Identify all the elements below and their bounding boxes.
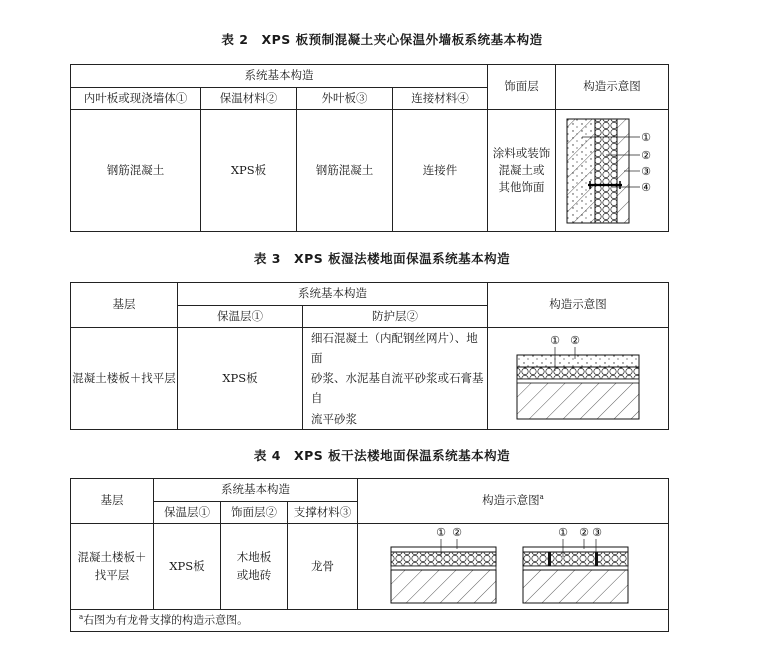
marker-2: ② [579, 526, 589, 539]
table2-cell-outer: 钢筋混凝土 [297, 110, 393, 232]
table2-cell-diagram [556, 110, 669, 232]
finish-line-3: 其他饰面 [498, 180, 545, 195]
wet-floor-diagram [513, 333, 643, 423]
joist-2 [595, 552, 598, 566]
table4-col-finish: 饰面层② [221, 502, 288, 524]
marker-1: ① [436, 526, 446, 539]
table4-footnote [71, 610, 669, 632]
insulation-layer [523, 552, 628, 566]
table3-col-diagram: 构造示意图 [488, 283, 669, 328]
table2-group-header: 系统基本构造 [71, 65, 488, 88]
slab-layer [523, 570, 628, 603]
finish-line-1: 木地板 [236, 550, 272, 565]
table3-col-protect: 防护层② [303, 306, 488, 328]
table2-cell-conn: 连接件 [393, 110, 488, 232]
insulation-layer [517, 367, 639, 379]
table2-caption: 表 2 XPS 板预制混凝土夹心保温外墙板系统基本构造 [221, 32, 543, 47]
finish-layer [523, 547, 628, 552]
table4-col-insul: 保温层① [154, 502, 221, 524]
marker-4: ④ [641, 180, 651, 194]
table2-cell-inner: 钢筋混凝土 [71, 110, 201, 232]
table2-col-insul: 保温材料② [201, 88, 297, 110]
footnote-text: 右图为有龙骨支撑的构造示意图。 [83, 613, 249, 627]
marker-2: ② [641, 148, 651, 162]
finish-line-1: 涂料或装饰 [492, 145, 551, 160]
marker-2: ② [570, 334, 580, 348]
table4-col-diagram [358, 479, 669, 524]
finish-line-2: 混凝土或 [498, 162, 545, 177]
table4-col-base: 基层 [71, 479, 154, 524]
table4-cell-diagram [358, 524, 669, 610]
protect-layer [517, 355, 639, 367]
base-line-2: 找平层 [94, 567, 130, 582]
marker-1: ① [550, 334, 560, 348]
table2-col-conn: 连接材料④ [393, 88, 488, 110]
table4-cell-support: 龙骨 [288, 524, 358, 610]
base-line-1: 混凝土楼板＋ [77, 550, 147, 565]
table4-cell-insul: XPS板 [154, 524, 221, 610]
table2-col-finish: 饰面层 [488, 65, 556, 110]
table3-col-insul: 保温层① [178, 306, 303, 328]
dry-floor-diagrams [363, 527, 663, 607]
table4-col-diagram-label: 构造示意图 [482, 493, 540, 508]
table2-col-outer: 外叶板③ [297, 88, 393, 110]
table3-cell-insul: XPS板 [178, 328, 303, 430]
table3-cell-diagram [488, 328, 669, 430]
protect-line-3: 流平砂浆 [311, 411, 357, 426]
dry-floor-right-diagram [523, 527, 628, 603]
marker-3: ③ [592, 526, 602, 539]
table2-col-diagram: 构造示意图 [556, 65, 669, 110]
insulation-layer [595, 119, 617, 223]
table3-group-header: 系统基本构造 [178, 283, 488, 306]
marker-1: ① [641, 130, 651, 144]
table4-caption: 表 4 XPS 板干法楼地面保温系统基本构造 [253, 448, 511, 463]
marker-3: ③ [641, 164, 651, 178]
table4-cell-finish [221, 524, 288, 610]
protect-line-1: 细石混凝土（内配钢丝网片）、地面 [311, 331, 478, 366]
table3-cell-protect [303, 328, 488, 430]
table2-col-inner: 内叶板或现浇墙体① [71, 88, 201, 110]
finish-layer [391, 547, 496, 552]
table4-col-support: 支撑材料③ [288, 502, 358, 524]
table3-caption: 表 3 XPS 板湿法楼地面保温系统基本构造 [253, 251, 511, 266]
table4-cell-base [71, 524, 154, 610]
table3-col-base: 基层 [71, 283, 178, 328]
footnote-mark: a [79, 612, 84, 621]
marker-1: ① [558, 526, 568, 539]
slab-layer [517, 379, 639, 419]
slab-layer [391, 570, 496, 603]
table4-group-header: 系统基本构造 [154, 479, 358, 502]
marker-2: ② [452, 526, 462, 539]
table3 [70, 282, 669, 430]
table3-cell-base: 混凝土楼板＋找平层 [71, 328, 178, 430]
table2-cell-finish [488, 110, 556, 232]
insulation-layer [391, 552, 496, 566]
joist-1 [548, 552, 551, 566]
table2-cell-insul: XPS板 [201, 110, 297, 232]
diagram-footnote-mark: a [539, 493, 544, 502]
table2 [70, 64, 669, 232]
table4 [70, 478, 669, 632]
dry-floor-left-diagram [391, 527, 496, 603]
wall-panel-diagram [562, 115, 662, 227]
protect-line-2: 砂浆、水泥基自流平砂浆或石膏基自 [311, 371, 484, 406]
finish-line-2: 或地砖 [236, 567, 272, 582]
